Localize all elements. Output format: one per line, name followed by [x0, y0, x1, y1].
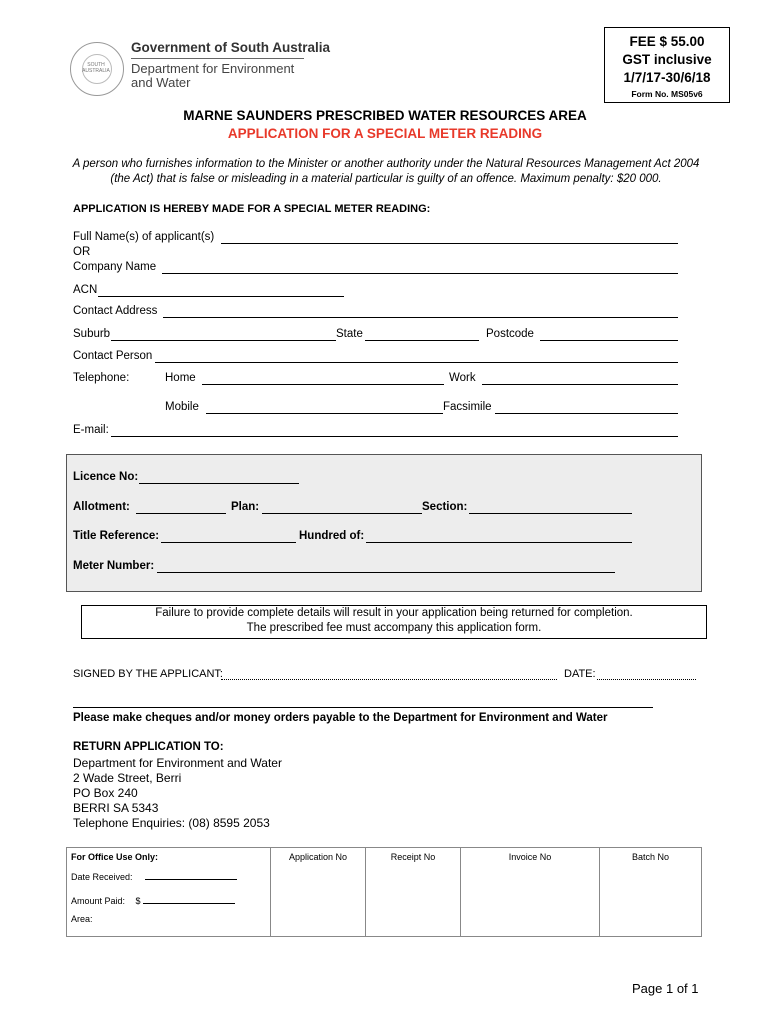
plan-field[interactable]: [262, 513, 422, 514]
signature-field[interactable]: [221, 679, 557, 680]
fee-amount: FEE $ 55.00: [629, 34, 705, 49]
title-reference-label: Title Reference:: [73, 530, 160, 542]
payable-note: Please make cheques and/or money orders payable to the Department for Environment and Water: [73, 712, 608, 724]
application-heading: APPLICATION IS HEREBY MADE FOR A SPECIAL METER READING:: [73, 203, 431, 215]
invoice-no-cell[interactable]: [461, 848, 600, 937]
work-phone-field[interactable]: [482, 384, 678, 385]
company-field[interactable]: [162, 273, 678, 274]
telephone-label: Telephone:: [73, 372, 130, 384]
legal-warning: A person who furnishes information to the Minister or another authority under the Natural Resources Management Act 2004 (the Act) that is false or misleading in a material particular is guilty of an offence. Maximum penalty: $20 000.: [72, 158, 700, 185]
contact-address-label: Contact Address: [73, 305, 158, 317]
home-phone-field[interactable]: [202, 384, 444, 385]
office-use-table: [66, 847, 702, 937]
invoice-no-header: Invoice No: [508, 852, 552, 862]
section-field[interactable]: [469, 513, 632, 514]
acn-label: ACN: [73, 284, 98, 296]
page-subtitle: APPLICATION FOR A SPECIAL METER READING: [227, 126, 543, 141]
failure-line-2: The prescribed fee must accompany this application form.: [246, 622, 542, 634]
state-field[interactable]: [365, 340, 479, 341]
facsimile-label: Facsimile: [443, 401, 492, 413]
email-field[interactable]: [111, 436, 678, 437]
page-number: Page 1 of 1: [632, 981, 699, 996]
area-label: Area:: [71, 914, 93, 924]
allotment-label: Allotment:: [73, 501, 130, 513]
licence-no-label: Licence No:: [73, 471, 139, 483]
application-no-header: Application No: [288, 852, 348, 862]
mobile-field[interactable]: [206, 413, 443, 414]
work-label: Work: [449, 372, 476, 384]
fee-box: [604, 27, 730, 103]
fee-period: 1/7/17-30/6/18: [623, 70, 711, 85]
org-name: Government of South Australia: [131, 40, 331, 55]
contact-person-field[interactable]: [155, 362, 678, 363]
suburb-label: Suburb: [73, 328, 111, 340]
receipt-no-header: Receipt No: [390, 852, 436, 862]
date-field[interactable]: [597, 679, 696, 680]
office-use-cell: [67, 848, 271, 937]
seal-text: SOUTH AUSTRALIA: [82, 62, 110, 74]
batch-no-cell[interactable]: [600, 848, 702, 937]
suburb-field[interactable]: [111, 340, 336, 341]
batch-no-header: Batch No: [631, 852, 670, 862]
meter-number-label: Meter Number:: [73, 560, 155, 572]
facsimile-field[interactable]: [495, 413, 678, 414]
company-label: Company Name: [73, 261, 157, 273]
or-label: OR: [73, 246, 91, 258]
receipt-no-cell[interactable]: [366, 848, 461, 937]
plan-label: Plan:: [231, 501, 260, 513]
home-label: Home: [165, 372, 196, 384]
title-reference-field[interactable]: [161, 542, 296, 543]
failure-line-1: Failure to provide complete details will result in your application being returned for completion.: [155, 607, 633, 619]
section-label: Section:: [422, 501, 468, 513]
return-heading: RETURN APPLICATION TO:: [73, 741, 224, 753]
full-name-field[interactable]: [221, 243, 678, 244]
amount-paid-label: Amount Paid:: [71, 896, 126, 906]
meter-number-field[interactable]: [157, 572, 615, 573]
hundred-field[interactable]: [366, 542, 632, 543]
amount-paid-field[interactable]: [143, 903, 235, 904]
page-title: MARNE SAUNDERS PRESCRIBED WATER RESOURCES AREA: [183, 108, 587, 123]
date-label: DATE:: [564, 668, 596, 680]
email-label: E-mail:: [73, 424, 109, 436]
gst-note: GST inclusive: [622, 52, 712, 67]
application-no-cell[interactable]: [271, 848, 366, 937]
dollar-sign: $: [135, 896, 141, 906]
date-received-field[interactable]: [145, 879, 237, 880]
office-use-heading: For Office Use Only:: [71, 852, 159, 862]
org-divider: [131, 58, 304, 59]
date-received-label: Date Received:: [71, 872, 133, 882]
allotment-field[interactable]: [136, 513, 226, 514]
return-address: Department for Environment and Water 2 Wade Street, Berri PO Box 240 BERRI SA 5343 Telephone Enquiries: (08) 8595 2053: [73, 756, 282, 830]
full-name-label: Full Name(s) of applicant(s): [73, 231, 215, 243]
licence-no-field[interactable]: [139, 483, 299, 484]
contact-person-label: Contact Person: [73, 350, 153, 362]
acn-field[interactable]: [98, 296, 344, 297]
hundred-label: Hundred of:: [299, 530, 365, 542]
department-name: Department for Environment and Water: [131, 61, 295, 90]
form-number: Form No. MS05v6: [631, 89, 703, 99]
contact-address-field[interactable]: [163, 317, 678, 318]
state-label: State: [336, 328, 363, 340]
failure-notice: [81, 605, 707, 639]
postcode-label: Postcode: [486, 328, 534, 340]
signed-label: SIGNED BY THE APPLICANT:: [73, 668, 223, 680]
separator-line: [73, 707, 653, 708]
postcode-field[interactable]: [540, 340, 678, 341]
mobile-label: Mobile: [165, 401, 199, 413]
